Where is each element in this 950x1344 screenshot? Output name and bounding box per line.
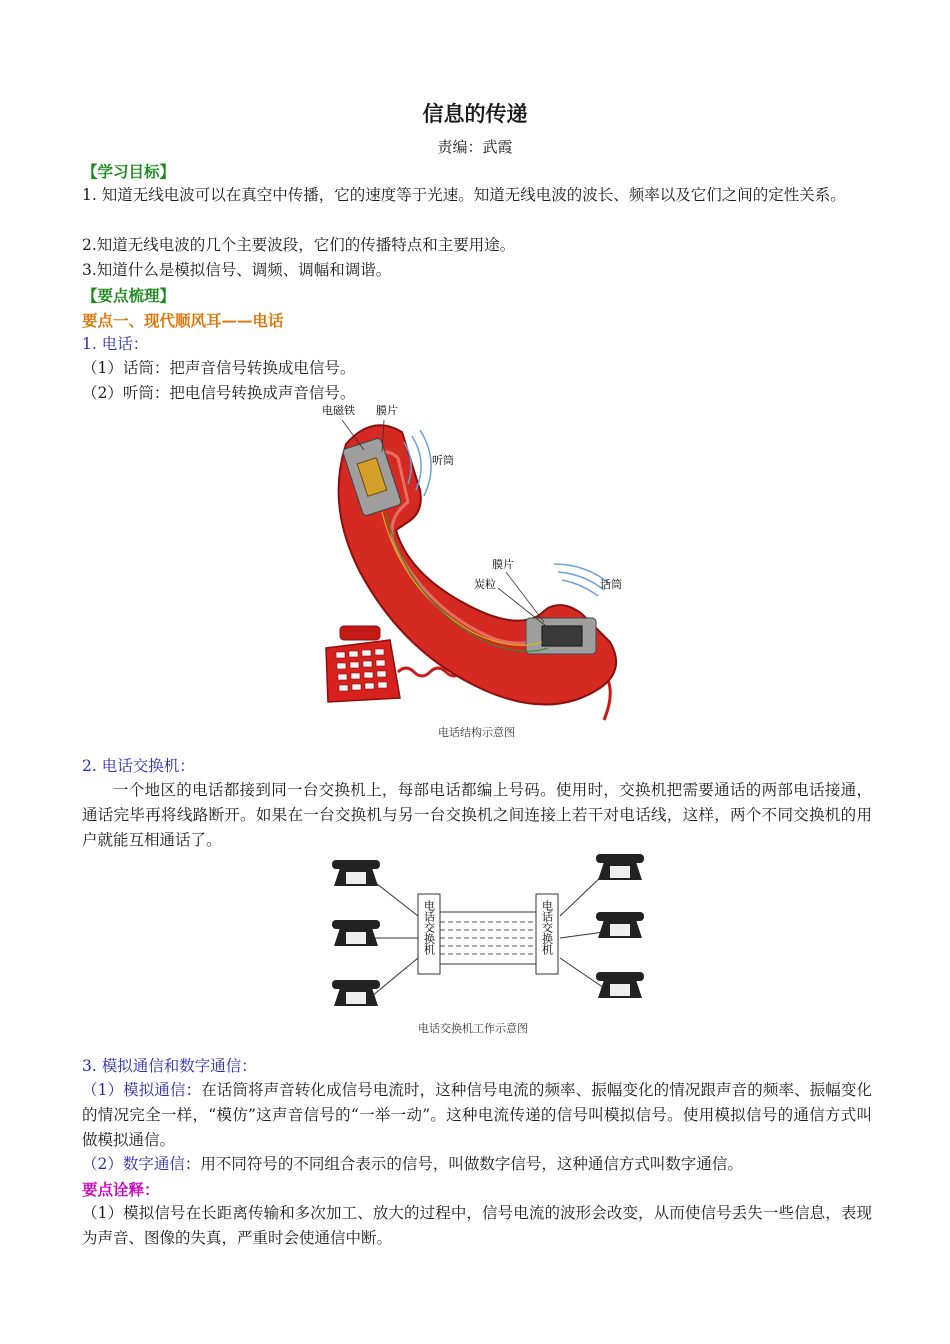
- telephone-icon: [332, 860, 380, 886]
- telephone-icon: [596, 972, 644, 998]
- document-title: 信息的传递: [422, 101, 528, 126]
- label-carbon: 炭粒: [474, 578, 496, 591]
- exchange-heading: 2. 电话交换机：: [82, 757, 195, 775]
- objective-item-2: 2.知道无线电波的几个主要波段，它们的传播特点和主要用途。: [82, 236, 516, 254]
- digital-text: ：用不同符号的不同组合表示的信号，叫做数字信号，这种通信方式叫数字通信。: [184, 1155, 743, 1173]
- telephone-icon: [596, 912, 644, 938]
- objective-item-1: 1. 知道无线电波可以在真空中传播，它的速度等于光速。知道无线电波的波长、频率以及它们之间的定性关系。: [82, 186, 846, 204]
- digital-paragraph: [82, 1152, 872, 1177]
- phone-item-2: （2）听筒：把电信号转换成声音信号。: [82, 384, 356, 402]
- phone-heading: 1. 电话：: [82, 335, 149, 353]
- analog-prefix: （1）: [82, 1081, 124, 1099]
- label-magnet: 电磁铁: [322, 404, 355, 417]
- exchange-figure-caption: 电话交换机工作示意图: [418, 1022, 528, 1035]
- analog-paragraph: [82, 1078, 872, 1153]
- objective-item-3: 3.知道什么是模拟信号、调频、调幅和调谐。: [82, 261, 392, 279]
- desk-phone-base-icon: [326, 626, 400, 702]
- points-heading: 【要点梳理】: [82, 286, 176, 305]
- label-receiver: 听筒: [432, 454, 454, 467]
- phone-structure-figure: [312, 402, 632, 744]
- digital-prefix: （2）: [82, 1155, 123, 1173]
- transmitter-cutaway: [526, 618, 596, 654]
- comm-heading: 3. 模拟通信和数字通信：: [82, 1057, 257, 1075]
- digital-term: 数字通信: [122, 1155, 185, 1173]
- exchange-figure: [322, 846, 662, 1046]
- exchange-paragraph: 一个地区的电话都接到同一台交换机上，每部电话都编上号码。使用时，交换机把需要通话的两部电话接通，通话完毕再将线路断开。如果在一台交换机与另一台交换机之间连接上若干对电话线，这样，两个不同交换机的用户就能互相通话了。: [82, 781, 872, 849]
- explain-heading: 要点诠释：: [82, 1180, 160, 1199]
- exchange-label-right: 电话交换机: [540, 900, 554, 955]
- phone-item-1: （1）话筒：把声音信号转换成电信号。: [82, 359, 356, 377]
- exchange-label-left: 电话交换机: [422, 900, 436, 955]
- telephone-icon: [596, 854, 644, 880]
- explain-item-1: （1）模拟信号在长距离传输和多次加工、放大的过程中，信号电流的波形会改变，从而使信号丢失一些信息，表现为声音、图像的失真，严重时会使通信中断。: [82, 1204, 872, 1247]
- telephone-icon: [332, 920, 380, 946]
- objectives-heading: 【学习目标】: [82, 162, 176, 181]
- section-1-heading: 要点一、现代顺风耳——电话: [82, 311, 284, 330]
- label-transmitter: 话筒: [600, 578, 622, 591]
- phone-figure-caption: 电话结构示意图: [438, 726, 515, 739]
- label-membrane-top: 膜片: [376, 404, 398, 417]
- analog-term: 模拟通信: [123, 1081, 186, 1099]
- telephone-icon: [332, 980, 380, 1006]
- analog-text: ：在话筒将声音转化成信号电流时，这种信号电流的频率、振幅变化的情况跟声音的频率、振幅变化的情况完全一样，“模仿”这声音信号的“一举一动”。这种电流传递的信号叫模拟信号。使用模拟信号的通信方式叫做模拟通信。: [82, 1081, 872, 1149]
- author-line: 责编：武霞: [437, 138, 513, 156]
- label-membrane-bottom: 膜片: [492, 558, 514, 571]
